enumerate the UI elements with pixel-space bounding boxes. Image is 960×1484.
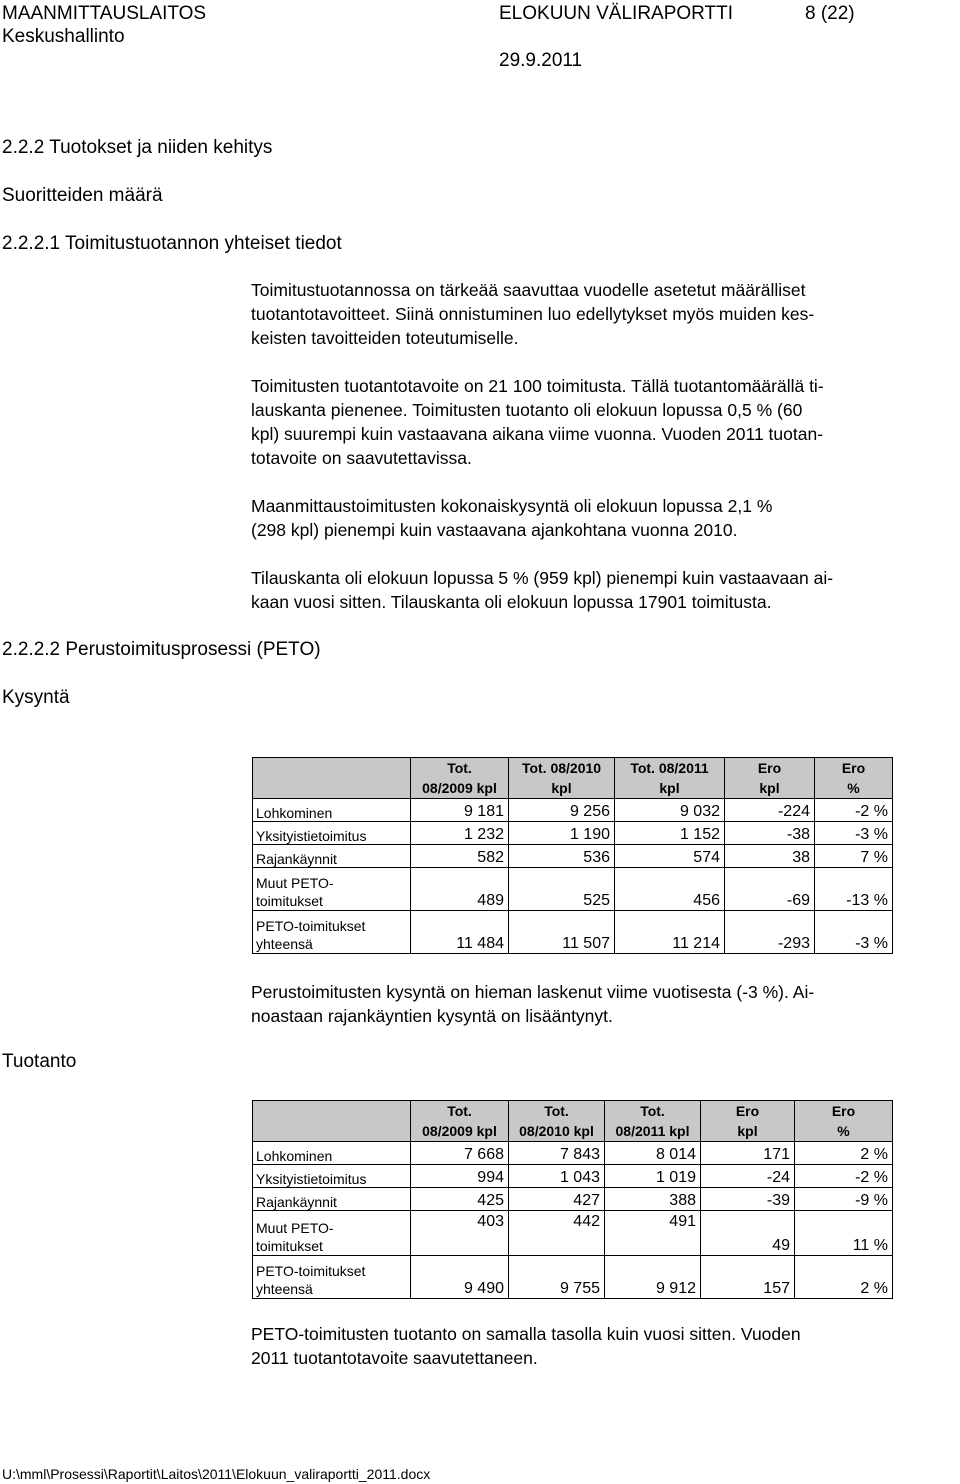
footer-file-path: U:\mml\Prosessi\Raportit\Laitos\2011\Elokuun_valiraportti_2011.docx bbox=[2, 1466, 431, 1482]
column-header: Ero kpl bbox=[725, 758, 815, 799]
heading-tuotanto: Tuotanto bbox=[2, 1051, 77, 1072]
column-header: Tot. 08/2010 kpl bbox=[509, 1101, 605, 1142]
heading-peto: 2.2.2.2 Perustoimitusprosessi (PETO) bbox=[2, 639, 321, 660]
table-row: Muut PETO- toimitukset 403 442 491 49 11 % bbox=[253, 1211, 893, 1256]
column-header: Tot. 08/2011 kpl bbox=[615, 758, 725, 799]
report-date: 29.9.2011 bbox=[499, 50, 583, 71]
column-header: Ero % bbox=[815, 758, 893, 799]
heading-kysynta: Kysyntä bbox=[2, 687, 70, 708]
column-header: Ero kpl bbox=[701, 1101, 795, 1142]
table-row: Yksityistietoimitus 1 232 1 190 1 152 -38 -3 % bbox=[253, 822, 893, 845]
table-header-row bbox=[253, 758, 893, 799]
column-header: Tot. 08/2010 kpl bbox=[509, 758, 615, 799]
column-header: Tot. 08/2009 kpl bbox=[411, 1101, 509, 1142]
heading-toimitustuotanto: 2.2.2.1 Toimitustuotannon yhteiset tiedot bbox=[2, 233, 342, 254]
demand-table bbox=[252, 757, 893, 954]
column-header: Ero % bbox=[795, 1101, 893, 1142]
table-row: Lohkominen 7 668 7 843 8 014 171 2 % bbox=[253, 1142, 893, 1165]
paragraph-demand-summary: Perustoimitusten kysyntä on hieman laskenut viime vuotisesta (-3 %). Ai- noastaan rajankäyntien kysyntä on lisääntynyt. bbox=[251, 982, 815, 1026]
production-table bbox=[252, 1100, 893, 1299]
paragraph-order-backlog: Tilauskanta oli elokuun lopussa 5 % (959 kpl) pienempi kuin vastaavaan ai- kaan vuosi sitten. Tilauskanta oli elokuun lopussa 17901 toimitusta. bbox=[251, 568, 834, 612]
org-name: MAANMITTAUSLAITOS bbox=[2, 3, 207, 24]
table-row: PETO-toimitukset yhteensä 11 484 11 507 11 214 -293 -3 % bbox=[253, 911, 893, 954]
page-number: 8 (22) bbox=[805, 3, 855, 24]
paragraph-goals: Toimitustuotannossa on tärkeää saavuttaa vuodelle asetetut määrälliset tuotantotavoitteet. Siinä onnistuminen luo edellytykset myös muiden kes- keisten tavoitteiden toteutumiselle. bbox=[251, 280, 815, 348]
heading-tuotokset: 2.2.2 Tuotokset ja niiden kehitys bbox=[2, 137, 273, 158]
heading-suoritteiden-maara: Suoritteiden määrä bbox=[2, 185, 163, 206]
table-row: Rajankäynnit 582 536 574 38 7 % bbox=[253, 845, 893, 868]
column-header: Tot. 08/2009 kpl bbox=[411, 758, 509, 799]
paragraph-production-target: Toimitusten tuotantotavoite on 21 100 toimitusta. Tällä tuotantomäärällä ti- lauskanta pienenee. Toimitusten tuotanto oli elokuun lopussa 0,5 % (60 kpl) suurempi kuin vastaavana aikana viime vuonna. Vuoden 2011 tuotan- totavoite on saavutettavissa. bbox=[251, 376, 824, 468]
paragraph-total-demand: Maanmittaustoimitusten kokonaiskysyntä oli elokuun lopussa 2,1 % (298 kpl) pienempi kuin vastaavana ajankohtana vuonna 2010. bbox=[251, 496, 773, 540]
table-row: Muut PETO- toimitukset 489 525 456 -69 -13 % bbox=[253, 868, 893, 911]
table-row: Lohkominen 9 181 9 256 9 032 -224 -2 % bbox=[253, 799, 893, 822]
table-row: Rajankäynnit 425 427 388 -39 -9 % bbox=[253, 1188, 893, 1211]
column-header: Tot. 08/2011 kpl bbox=[605, 1101, 701, 1142]
paragraph-production-summary: PETO-toimitusten tuotanto on samalla tasolla kuin vuosi sitten. Vuoden 2011 tuotantotavoite saavutettaneen. bbox=[251, 1324, 801, 1368]
unit-name: Keskushallinto bbox=[2, 26, 125, 47]
table-header-row bbox=[253, 1101, 893, 1142]
table-row: PETO-toimitukset yhteensä 9 490 9 755 9 912 157 2 % bbox=[253, 1256, 893, 1299]
report-title: ELOKUUN VÄLIRAPORTTI bbox=[499, 3, 734, 24]
table-row: Yksityistietoimitus 994 1 043 1 019 -24 -2 % bbox=[253, 1165, 893, 1188]
